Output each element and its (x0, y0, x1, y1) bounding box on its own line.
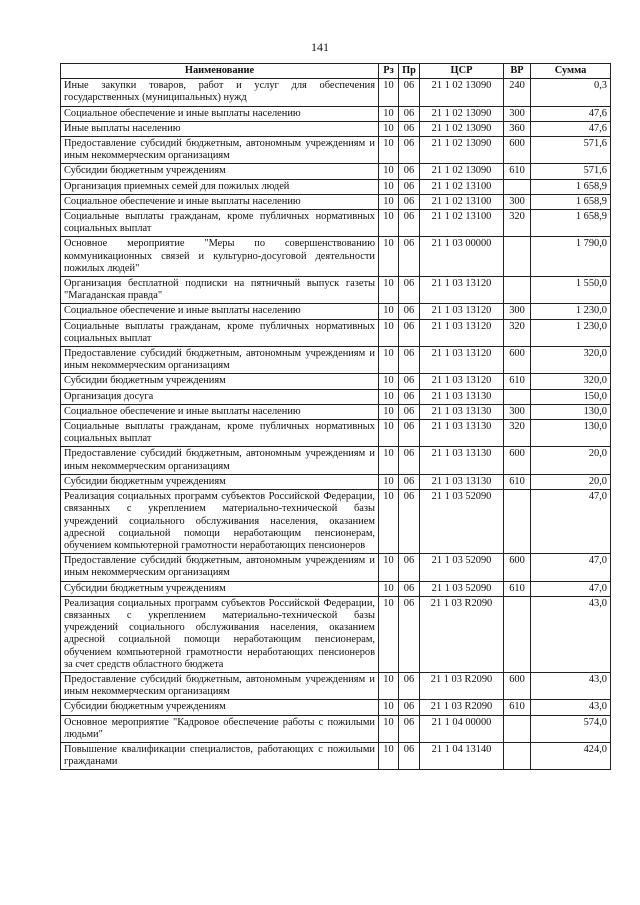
cell-name: Социальные выплаты гражданам, кроме публичных нормативных социальных выплат (61, 319, 379, 346)
cell-name: Предоставление субсидий бюджетным, автономным учреждениям и иным некоммерческим организациям (61, 672, 379, 699)
cell-rz: 10 (379, 179, 399, 194)
cell-rz: 10 (379, 106, 399, 121)
cell-vr (504, 179, 531, 194)
cell-sum: 43,0 (531, 596, 611, 672)
cell-vr: 600 (504, 672, 531, 699)
cell-rz: 10 (379, 121, 399, 136)
cell-sum: 130,0 (531, 404, 611, 419)
cell-csr: 21 1 03 52090 (420, 490, 504, 554)
cell-pr: 06 (399, 121, 420, 136)
cell-rz: 10 (379, 596, 399, 672)
cell-csr: 21 1 03 R2090 (420, 596, 504, 672)
cell-pr: 06 (399, 596, 420, 672)
header-vr: ВР (504, 64, 531, 79)
budget-table (60, 63, 611, 770)
cell-rz: 10 (379, 210, 399, 237)
cell-csr: 21 1 04 13140 (420, 742, 504, 769)
cell-csr: 21 1 02 13090 (420, 164, 504, 179)
cell-csr: 21 1 03 52090 (420, 554, 504, 581)
cell-pr: 06 (399, 304, 420, 319)
cell-csr: 21 1 03 13120 (420, 277, 504, 304)
cell-vr: 300 (504, 404, 531, 419)
cell-name: Предоставление субсидий бюджетным, автономным учреждениям и иным некоммерческим организациям (61, 447, 379, 474)
cell-csr: 21 1 03 13120 (420, 374, 504, 389)
cell-sum: 20,0 (531, 447, 611, 474)
cell-rz: 10 (379, 554, 399, 581)
cell-rz: 10 (379, 700, 399, 715)
cell-csr: 21 1 02 13100 (420, 194, 504, 209)
cell-pr: 06 (399, 319, 420, 346)
cell-rz: 10 (379, 581, 399, 596)
cell-vr: 610 (504, 474, 531, 489)
cell-pr: 06 (399, 715, 420, 742)
cell-name: Субсидии бюджетным учреждениям (61, 474, 379, 489)
cell-pr: 06 (399, 672, 420, 699)
table-row (61, 672, 611, 699)
cell-name: Организация бесплатной подписки на пятничный выпуск газеты "Магаданская правда" (61, 277, 379, 304)
cell-pr: 06 (399, 404, 420, 419)
cell-rz: 10 (379, 79, 399, 106)
table-row (61, 194, 611, 209)
cell-sum: 574,0 (531, 715, 611, 742)
cell-csr: 21 1 02 13090 (420, 137, 504, 164)
cell-pr: 06 (399, 194, 420, 209)
cell-rz: 10 (379, 474, 399, 489)
cell-pr: 06 (399, 581, 420, 596)
cell-sum: 1 658,9 (531, 210, 611, 237)
cell-vr: 600 (504, 554, 531, 581)
cell-csr: 21 1 03 13130 (420, 420, 504, 447)
table-row (61, 404, 611, 419)
cell-sum: 1 230,0 (531, 319, 611, 346)
cell-pr: 06 (399, 210, 420, 237)
cell-sum: 1 230,0 (531, 304, 611, 319)
cell-name: Социальное обеспечение и иные выплаты населению (61, 304, 379, 319)
table-row (61, 596, 611, 672)
cell-csr: 21 1 03 R2090 (420, 700, 504, 715)
cell-name: Иные выплаты населению (61, 121, 379, 136)
cell-csr: 21 1 02 13100 (420, 210, 504, 237)
table-row (61, 210, 611, 237)
cell-pr: 06 (399, 742, 420, 769)
cell-name: Субсидии бюджетным учреждениям (61, 164, 379, 179)
cell-name: Основное мероприятие "Кадровое обеспечение работы с пожилыми людьми" (61, 715, 379, 742)
header-csr: ЦСР (420, 64, 504, 79)
cell-vr (504, 596, 531, 672)
cell-rz: 10 (379, 672, 399, 699)
cell-sum: 20,0 (531, 474, 611, 489)
cell-vr: 320 (504, 319, 531, 346)
cell-sum: 150,0 (531, 389, 611, 404)
table-row (61, 420, 611, 447)
cell-name: Реализация социальных программ субъектов Российской Федерации, связанных с укреплением материально-технической базы учреждений социального обслуживания населения, оказанием адресной социальной помощи неработающим пенсионерам, обучением компьютерной грамотности неработающих пенсионеров за счет средств областного бюджета (61, 596, 379, 672)
cell-name: Иные закупки товаров, работ и услуг для обеспечения государственных (муниципальных) нужд (61, 79, 379, 106)
cell-name: Основное мероприятие "Меры по совершенствованию коммуникационных связей и культурно-досуговой деятельности пожилых людей" (61, 237, 379, 277)
cell-sum: 47,0 (531, 581, 611, 596)
cell-csr: 21 1 03 13120 (420, 319, 504, 346)
cell-name: Предоставление субсидий бюджетным, автономным учреждениям и иным некоммерческим организациям (61, 137, 379, 164)
cell-name: Субсидии бюджетным учреждениям (61, 374, 379, 389)
cell-csr: 21 1 02 13090 (420, 106, 504, 121)
cell-vr: 610 (504, 581, 531, 596)
cell-name: Предоставление субсидий бюджетным, автономным учреждениям и иным некоммерческим организациям (61, 347, 379, 374)
table-row (61, 715, 611, 742)
cell-pr: 06 (399, 389, 420, 404)
cell-sum: 1 658,9 (531, 179, 611, 194)
header-pr: Пр (399, 64, 420, 79)
cell-rz: 10 (379, 164, 399, 179)
table-row (61, 179, 611, 194)
table-row (61, 490, 611, 554)
table-row (61, 164, 611, 179)
cell-sum: 43,0 (531, 672, 611, 699)
table-row (61, 121, 611, 136)
cell-vr: 600 (504, 347, 531, 374)
cell-name: Повышение квалификации специалистов, работающих с пожилыми гражданами (61, 742, 379, 769)
table-row (61, 374, 611, 389)
cell-rz: 10 (379, 319, 399, 346)
cell-csr: 21 1 04 00000 (420, 715, 504, 742)
cell-vr (504, 277, 531, 304)
cell-vr: 610 (504, 164, 531, 179)
table-row (61, 447, 611, 474)
cell-pr: 06 (399, 347, 420, 374)
cell-sum: 1 550,0 (531, 277, 611, 304)
cell-pr: 06 (399, 700, 420, 715)
cell-sum: 320,0 (531, 374, 611, 389)
cell-pr: 06 (399, 474, 420, 489)
cell-name: Социальные выплаты гражданам, кроме публичных нормативных социальных выплат (61, 420, 379, 447)
cell-vr: 300 (504, 194, 531, 209)
cell-csr: 21 1 03 R2090 (420, 672, 504, 699)
table-row (61, 277, 611, 304)
cell-csr: 21 1 03 13120 (420, 304, 504, 319)
cell-sum: 47,0 (531, 490, 611, 554)
cell-rz: 10 (379, 304, 399, 319)
cell-vr: 610 (504, 700, 531, 715)
cell-rz: 10 (379, 742, 399, 769)
cell-pr: 06 (399, 447, 420, 474)
page-number: 141 (311, 40, 329, 54)
cell-rz: 10 (379, 347, 399, 374)
cell-vr (504, 715, 531, 742)
cell-name: Реализация социальных программ субъектов Российской Федерации, связанных с укреплением материально-технической базы учреждений социального обслуживания населения, оказанием адресной социальной помощи неработающим пенсионерам, обучением компьютерной грамотности неработающих пенсионеров (61, 490, 379, 554)
cell-sum: 47,6 (531, 106, 611, 121)
cell-name: Организация приемных семей для пожилых людей (61, 179, 379, 194)
table-row (61, 474, 611, 489)
cell-name: Социальное обеспечение и иные выплаты населению (61, 404, 379, 419)
header-name: Наименование (61, 64, 379, 79)
cell-rz: 10 (379, 389, 399, 404)
cell-pr: 06 (399, 79, 420, 106)
cell-csr: 21 1 02 13100 (420, 179, 504, 194)
cell-csr: 21 1 03 13130 (420, 404, 504, 419)
cell-rz: 10 (379, 237, 399, 277)
cell-pr: 06 (399, 277, 420, 304)
cell-pr: 06 (399, 420, 420, 447)
cell-csr: 21 1 03 13130 (420, 447, 504, 474)
table-row (61, 237, 611, 277)
cell-sum: 1 790,0 (531, 237, 611, 277)
cell-sum: 571,6 (531, 164, 611, 179)
cell-pr: 06 (399, 554, 420, 581)
cell-vr: 610 (504, 374, 531, 389)
cell-csr: 21 1 03 13120 (420, 347, 504, 374)
cell-sum: 43,0 (531, 700, 611, 715)
table-row (61, 581, 611, 596)
cell-csr: 21 1 03 52090 (420, 581, 504, 596)
cell-sum: 320,0 (531, 347, 611, 374)
cell-vr (504, 237, 531, 277)
cell-pr: 06 (399, 164, 420, 179)
cell-name: Организация досуга (61, 389, 379, 404)
cell-rz: 10 (379, 715, 399, 742)
table-row (61, 700, 611, 715)
table-row (61, 79, 611, 106)
cell-vr: 320 (504, 420, 531, 447)
cell-csr: 21 1 03 13130 (420, 474, 504, 489)
cell-sum: 571,6 (531, 137, 611, 164)
table-row (61, 347, 611, 374)
cell-vr (504, 389, 531, 404)
table-row (61, 319, 611, 346)
cell-vr: 240 (504, 79, 531, 106)
table-row (61, 304, 611, 319)
cell-name: Социальное обеспечение и иные выплаты населению (61, 106, 379, 121)
table-row (61, 389, 611, 404)
cell-vr: 300 (504, 106, 531, 121)
cell-vr: 300 (504, 304, 531, 319)
cell-vr: 600 (504, 447, 531, 474)
cell-vr: 320 (504, 210, 531, 237)
cell-rz: 10 (379, 194, 399, 209)
cell-rz: 10 (379, 137, 399, 164)
cell-sum: 130,0 (531, 420, 611, 447)
cell-rz: 10 (379, 490, 399, 554)
cell-name: Предоставление субсидий бюджетным, автономным учреждениям и иным некоммерческим организациям (61, 554, 379, 581)
table-row (61, 137, 611, 164)
cell-name: Субсидии бюджетным учреждениям (61, 581, 379, 596)
table-row (61, 554, 611, 581)
cell-sum: 47,0 (531, 554, 611, 581)
cell-pr: 06 (399, 490, 420, 554)
cell-sum: 0,3 (531, 79, 611, 106)
cell-pr: 06 (399, 237, 420, 277)
cell-csr: 21 1 02 13090 (420, 79, 504, 106)
cell-rz: 10 (379, 420, 399, 447)
cell-rz: 10 (379, 277, 399, 304)
cell-csr: 21 1 02 13090 (420, 121, 504, 136)
table-row (61, 742, 611, 769)
cell-sum: 424,0 (531, 742, 611, 769)
table-row (61, 106, 611, 121)
header-sum: Сумма (531, 64, 611, 79)
cell-vr (504, 742, 531, 769)
cell-csr: 21 1 03 00000 (420, 237, 504, 277)
cell-name: Субсидии бюджетным учреждениям (61, 700, 379, 715)
cell-pr: 06 (399, 179, 420, 194)
cell-sum: 47,6 (531, 121, 611, 136)
cell-csr: 21 1 03 13130 (420, 389, 504, 404)
cell-pr: 06 (399, 374, 420, 389)
cell-rz: 10 (379, 374, 399, 389)
cell-vr (504, 490, 531, 554)
cell-name: Социальные выплаты гражданам, кроме публичных нормативных социальных выплат (61, 210, 379, 237)
cell-pr: 06 (399, 106, 420, 121)
cell-pr: 06 (399, 137, 420, 164)
cell-sum: 1 658,9 (531, 194, 611, 209)
cell-rz: 10 (379, 447, 399, 474)
header-rz: Рз (379, 64, 399, 79)
cell-rz: 10 (379, 404, 399, 419)
cell-name: Социальное обеспечение и иные выплаты населению (61, 194, 379, 209)
table-header-row (61, 64, 611, 79)
cell-vr: 360 (504, 121, 531, 136)
cell-vr: 600 (504, 137, 531, 164)
